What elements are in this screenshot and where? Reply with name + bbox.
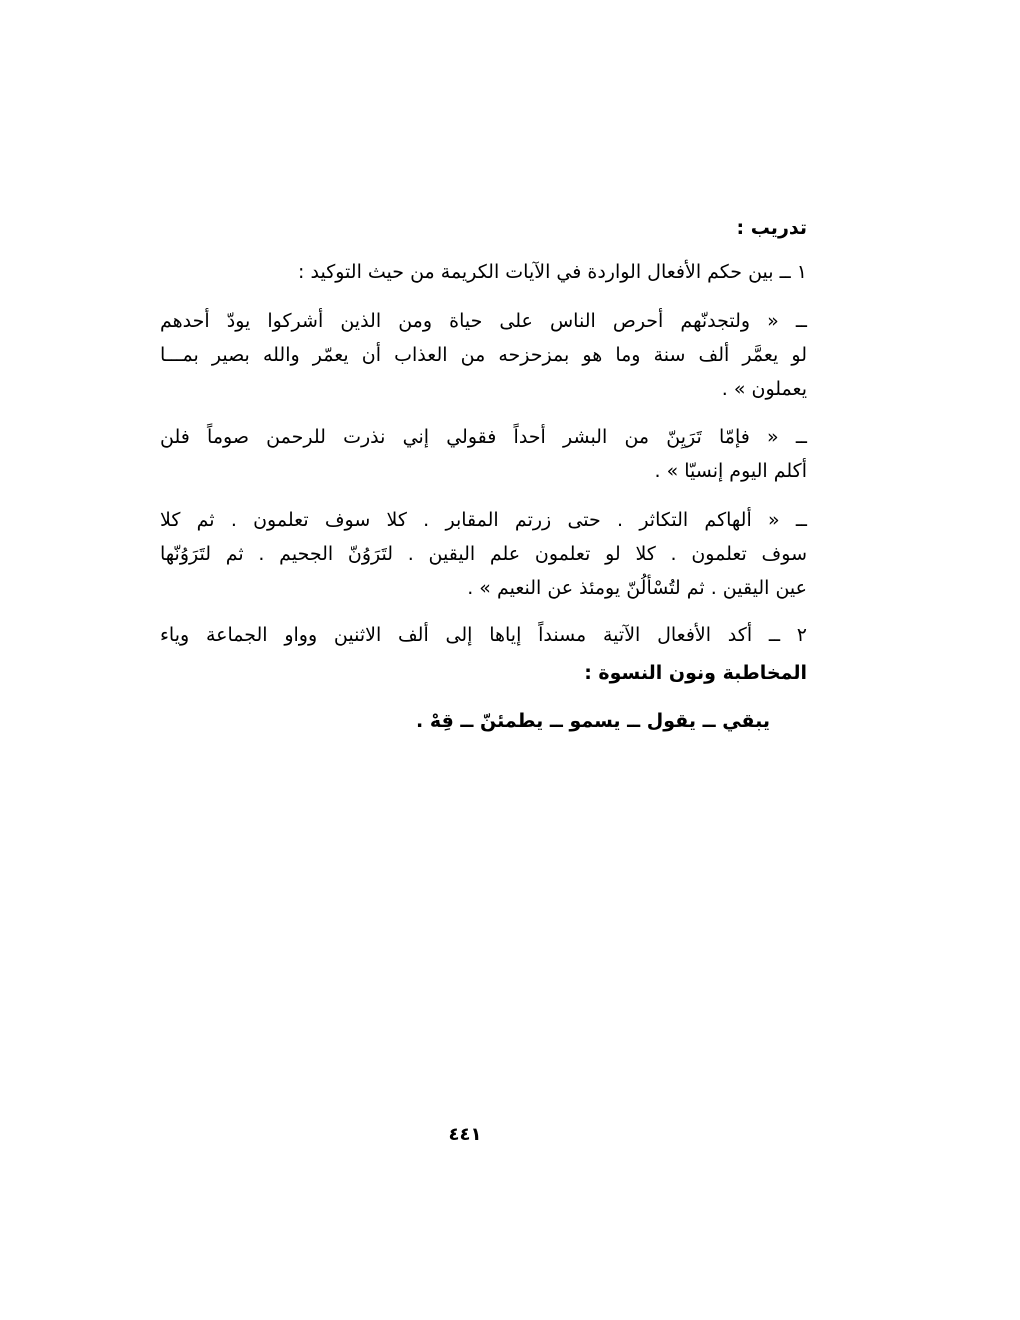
exercise-heading: تدريب : xyxy=(736,217,807,239)
page-number: ٤٤١ xyxy=(448,1124,482,1145)
quote-3-line-2: سوف تعلمون . كلا لو تعلمون علم اليقين . لتَرَوُنّ الجحيم . ثم لتَرَوُنّها xyxy=(160,543,807,565)
quote-1-line-3: يعملون » . xyxy=(721,378,807,400)
quote-1-line-1: ــ « ولتجدنّهم أحرص الناس على حياة ومن الذين أشركوا يودّ أحدهم xyxy=(160,310,807,332)
quote-1-line-2: لو يعمَّر ألف سنة وما هو بمزحزحه من العذاب أن يعمّر والله بصير بمـــا xyxy=(160,344,807,366)
quote-3-line-3: عين اليقين . ثم لتُسْألُنّ يومئذ عن النعيم » . xyxy=(467,577,807,599)
quote-2-line-2: أكلم اليوم إنسيّا » . xyxy=(654,460,807,482)
quote-2-line-1: ــ « فإمّا تَرَيِنّ من البشر أحداً فقولي إني نذرت للرحمن صوماً فلن xyxy=(160,426,807,448)
quote-3-line-1: ــ « ألهاكم التكاثر . حتى زرتم المقابر . كلا سوف تعلمون . ثم كلا xyxy=(160,509,807,531)
exercise-2-line-2: المخاطبة ونون النسوة : xyxy=(584,662,807,684)
exercise-2-line-1: ٢ ــ أكد الأفعال الآتية مسنداً إياها إلى ألف الاثنين وواو الجماعة وياء xyxy=(160,624,807,646)
exercise-2-verbs: يبقي ــ يقول ــ يسمو ــ يطمئنّ ــ قِهْ . xyxy=(415,710,770,732)
exercise-1-instruction: ١ ــ بين حكم الأفعال الواردة في الآيات الكريمة من حيث التوكيد : xyxy=(298,261,807,283)
